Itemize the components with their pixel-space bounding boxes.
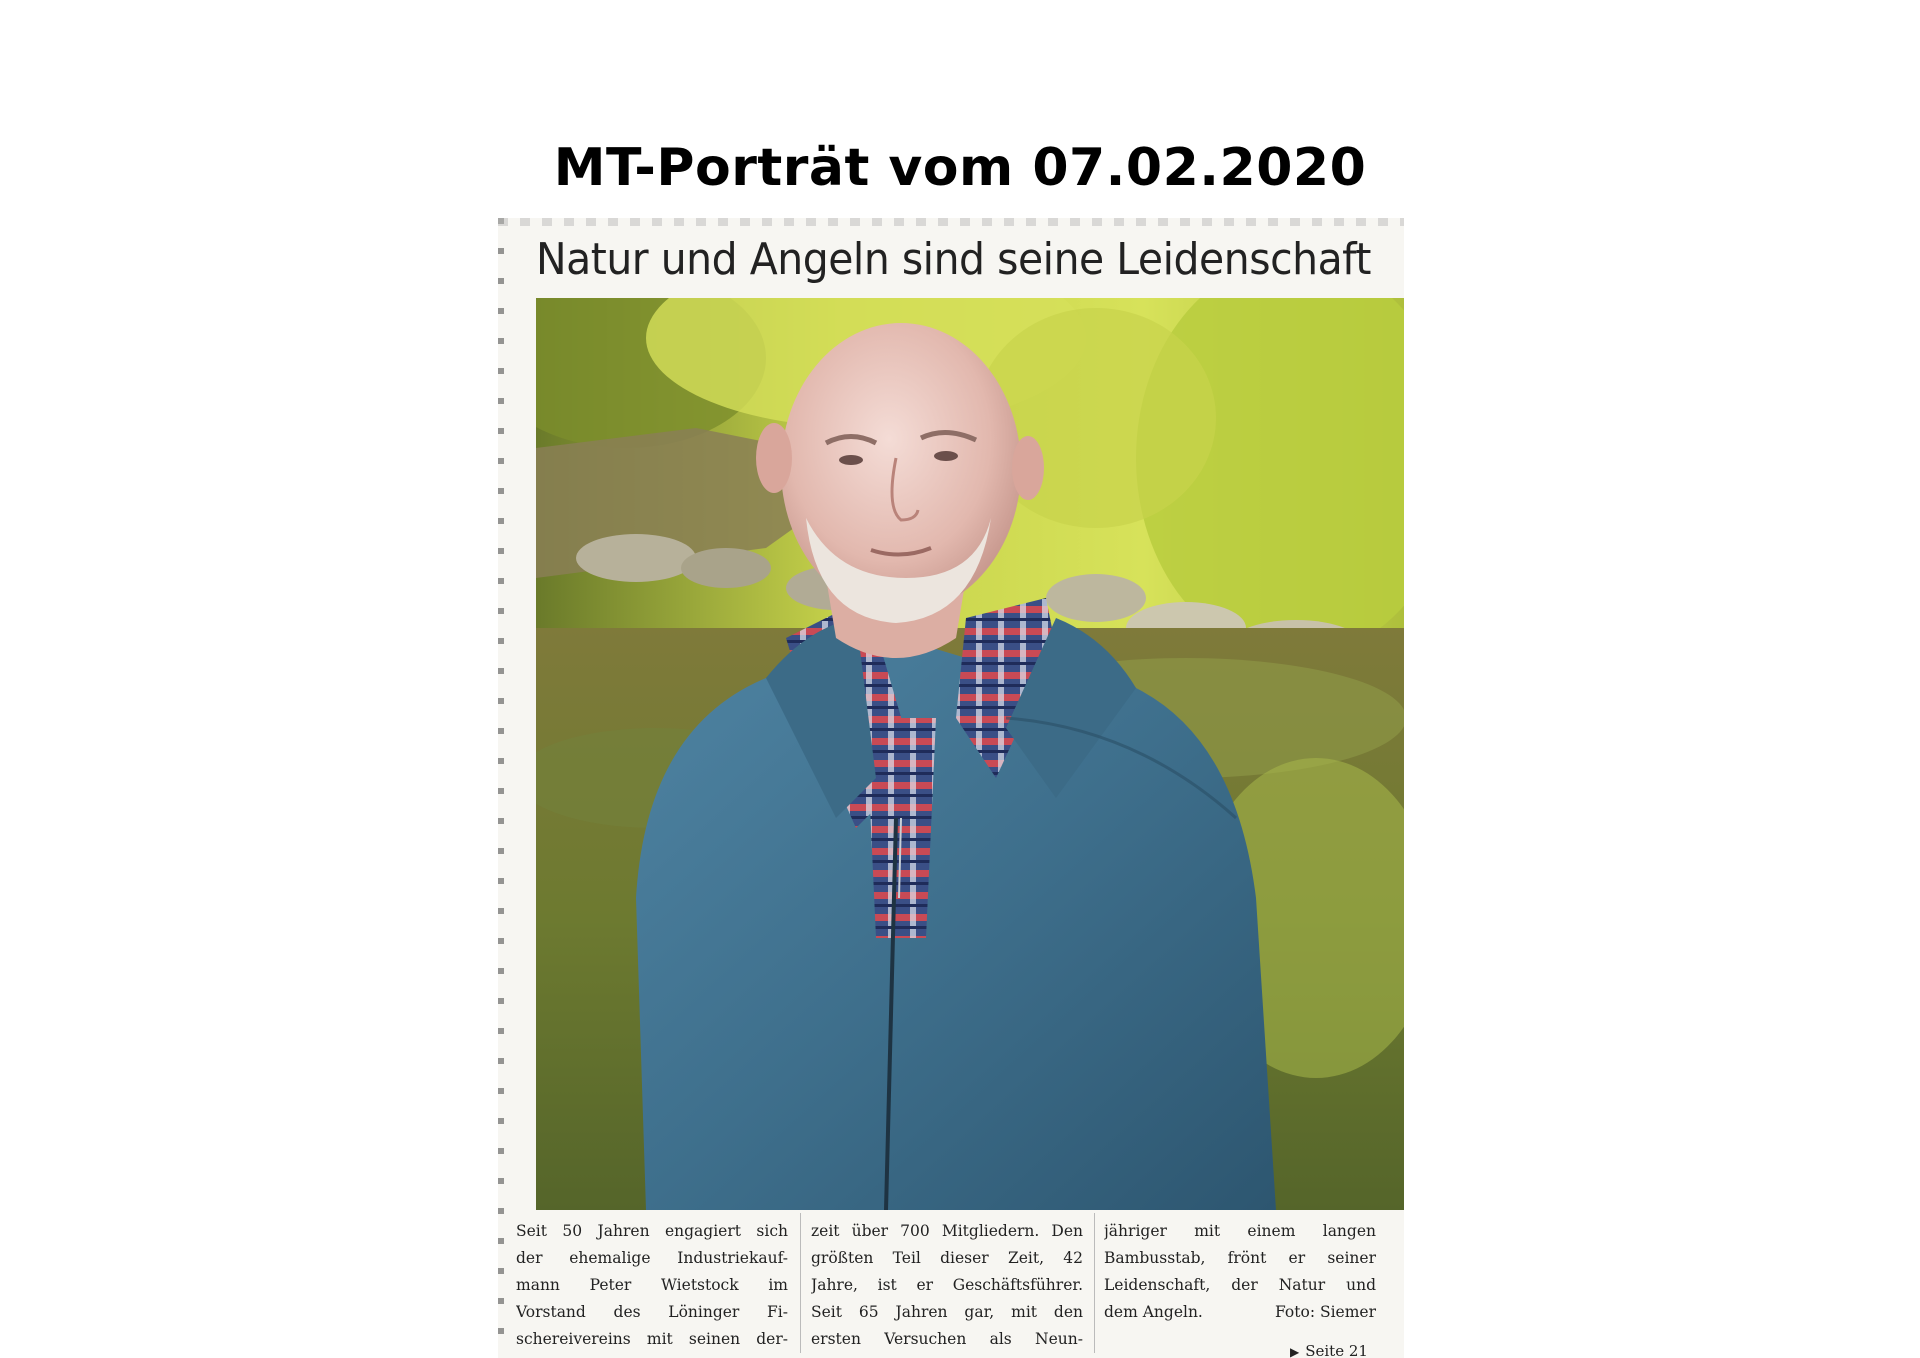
caption-line: jähriger mit einem langen — [1104, 1222, 1376, 1240]
caption-line-end: dem Angeln. — [1104, 1303, 1203, 1321]
column-divider — [800, 1213, 801, 1353]
page-title: MT-Porträt vom 07.02.2020 — [553, 138, 1367, 198]
clipping-torn-edge — [498, 218, 504, 1358]
newspaper-clipping — [498, 218, 1404, 1358]
caption-last-line — [1104, 1299, 1376, 1326]
caption-line: mann Peter Wietstock im — [516, 1276, 788, 1294]
column-divider — [1094, 1213, 1095, 1353]
caption-line: Vorstand des Löninger Fi- — [516, 1303, 788, 1321]
caption-line: Seit 50 Jahren engagiert sich — [516, 1222, 788, 1240]
page-reference — [1290, 1342, 1368, 1358]
caption-line: größten Teil dieser Zeit, 42 — [811, 1249, 1083, 1267]
caption-column-2 — [811, 1218, 1083, 1353]
clipping-top-strip — [498, 218, 1404, 226]
photo-credit: Foto: Siemer — [1275, 1303, 1376, 1321]
caption-line: zeit über 700 Mitgliedern. Den — [811, 1222, 1083, 1240]
caption-line: Bambusstab, frönt er seiner — [1104, 1249, 1376, 1267]
caption-column-3 — [1104, 1218, 1376, 1326]
caption-column-1 — [516, 1218, 788, 1353]
article-headline: Natur und Angeln sind seine Leidenschaft — [536, 234, 1371, 285]
triangle-right-icon: ▶ — [1290, 1345, 1300, 1358]
caption-line: Leidenschaft, der Natur und — [1104, 1276, 1376, 1294]
page-reference-label: Seite 21 — [1305, 1342, 1368, 1358]
caption-line: Seit 65 Jahren gar, mit den — [811, 1303, 1083, 1321]
caption-line: ersten Versuchen als Neun- — [811, 1330, 1083, 1348]
caption-line: der ehemalige Industriekauf- — [516, 1249, 788, 1267]
caption-line: schereivereins mit seinen der- — [516, 1330, 788, 1348]
portrait-photo — [536, 298, 1404, 1210]
caption-line: Jahre, ist er Geschäftsführer. — [811, 1276, 1083, 1294]
